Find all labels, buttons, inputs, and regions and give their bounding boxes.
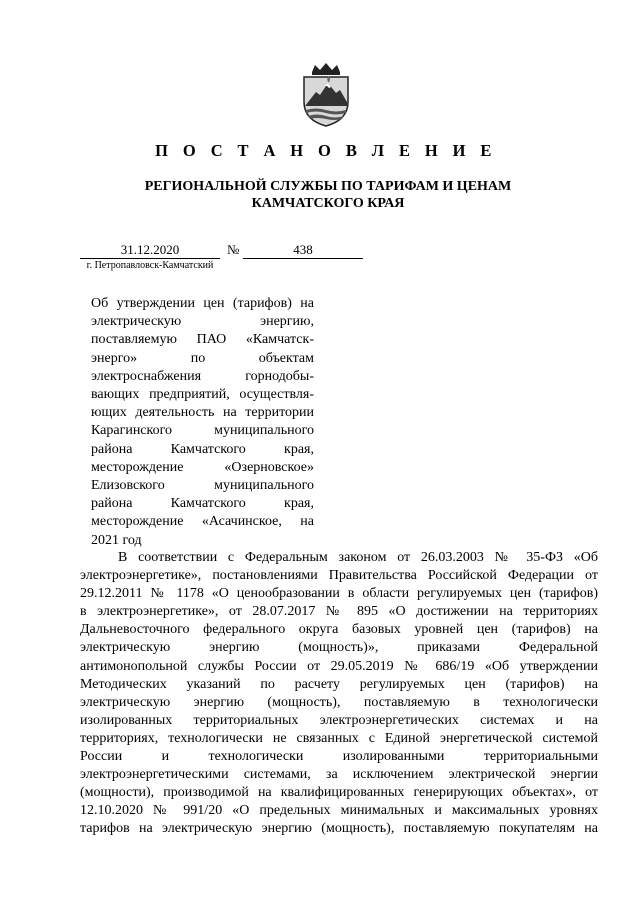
body-line: тарифов на электрическую энергию (мощность), поставляемую покупателям на [80, 821, 598, 837]
subject-line: поставляемую ПАО «Камчатск- [91, 332, 314, 348]
body-line: Методических указаний по расчету регулируемых цен (тарифов) на [80, 676, 598, 692]
preamble-paragraph [80, 549, 598, 839]
subject-line: Об утверждении цен (тарифов) на [91, 296, 314, 311]
body-line: электроэнергетическими системами, за исключением электрической энергии [80, 767, 598, 783]
body-line: Дальневосточного федерального округа базовых уровней цен (тарифов) на [80, 622, 598, 638]
authority-line-2: КАМЧАТСКОГО КРАЯ [251, 196, 405, 211]
document-number: 438 [243, 242, 363, 259]
subject-line: вающих предприятий, осуществля- [91, 387, 314, 403]
issue-city: г. Петропавловск-Камчатский [86, 260, 214, 271]
subject-line: района Камчатского края, [91, 441, 314, 457]
document-date: 31.12.2020 [80, 242, 220, 259]
subject-line: энерго» по объектам [91, 350, 314, 366]
authority-line-1: РЕГИОНАЛЬНОЙ СЛУЖБЫ ПО ТАРИФАМ И ЦЕНАМ [144, 179, 512, 194]
subject-line: электрическую энергию, [91, 314, 314, 330]
body-line: в электроэнергетике», от 28.07.2017 № 895 «О достижении на территориях [80, 604, 598, 620]
document-type-title: П О С Т А Н О В Л Е Н И Е [155, 141, 497, 160]
body-line: изолированных территориальных электроэнергетических системах и на [80, 712, 598, 728]
document-subject [91, 295, 314, 550]
body-line: территориях, технологически не связанных с Единой энергетической системой [80, 730, 598, 746]
subject-line: Карагинского муниципального [91, 423, 314, 439]
subject-line: Елизовского муниципального [91, 478, 314, 494]
subject-line: ющих деятельность на территории [91, 405, 314, 421]
body-line: электрическую энергию (мощность)», приказами Федеральной [80, 640, 598, 656]
body-line: электроэнергетике», постановлениями Правительства Российской Федерации от [80, 568, 598, 584]
body-line: 12.10.2020 № 991/20 «О предельных минимальных и максимальных уровнях [80, 803, 598, 819]
body-line: антимонопольной службы России от 29.05.2019 № 686/19 «Об утверждении [80, 658, 598, 674]
body-line: электрическую энергию (мощность), поставляемую в технологически [80, 694, 598, 710]
number-sign: № [227, 242, 240, 257]
body-line: России и технологически изолированными территориальными [80, 749, 598, 765]
subject-line: района Камчатского края, [91, 496, 314, 512]
subject-line: 2021 год [91, 532, 142, 548]
issuing-authority [0, 178, 640, 212]
subject-line: месторождение «Озерновское» [91, 459, 314, 475]
subject-line: электроснабжения горнодобы- [91, 368, 314, 384]
body-line: В соответствии с Федеральным законом от 26.03.2003 № 35-ФЗ «Об [118, 550, 598, 565]
body-line: 29.12.2011 № 1178 «О ценообразовании в области регулируемых цен (тарифов) [80, 586, 598, 602]
body-line: (мощности), производимой на квалифицированных генерирующих объектах», от [80, 785, 598, 801]
coat-of-arms-icon [296, 62, 356, 128]
subject-line: месторождение «Асачинское, на [91, 514, 314, 530]
